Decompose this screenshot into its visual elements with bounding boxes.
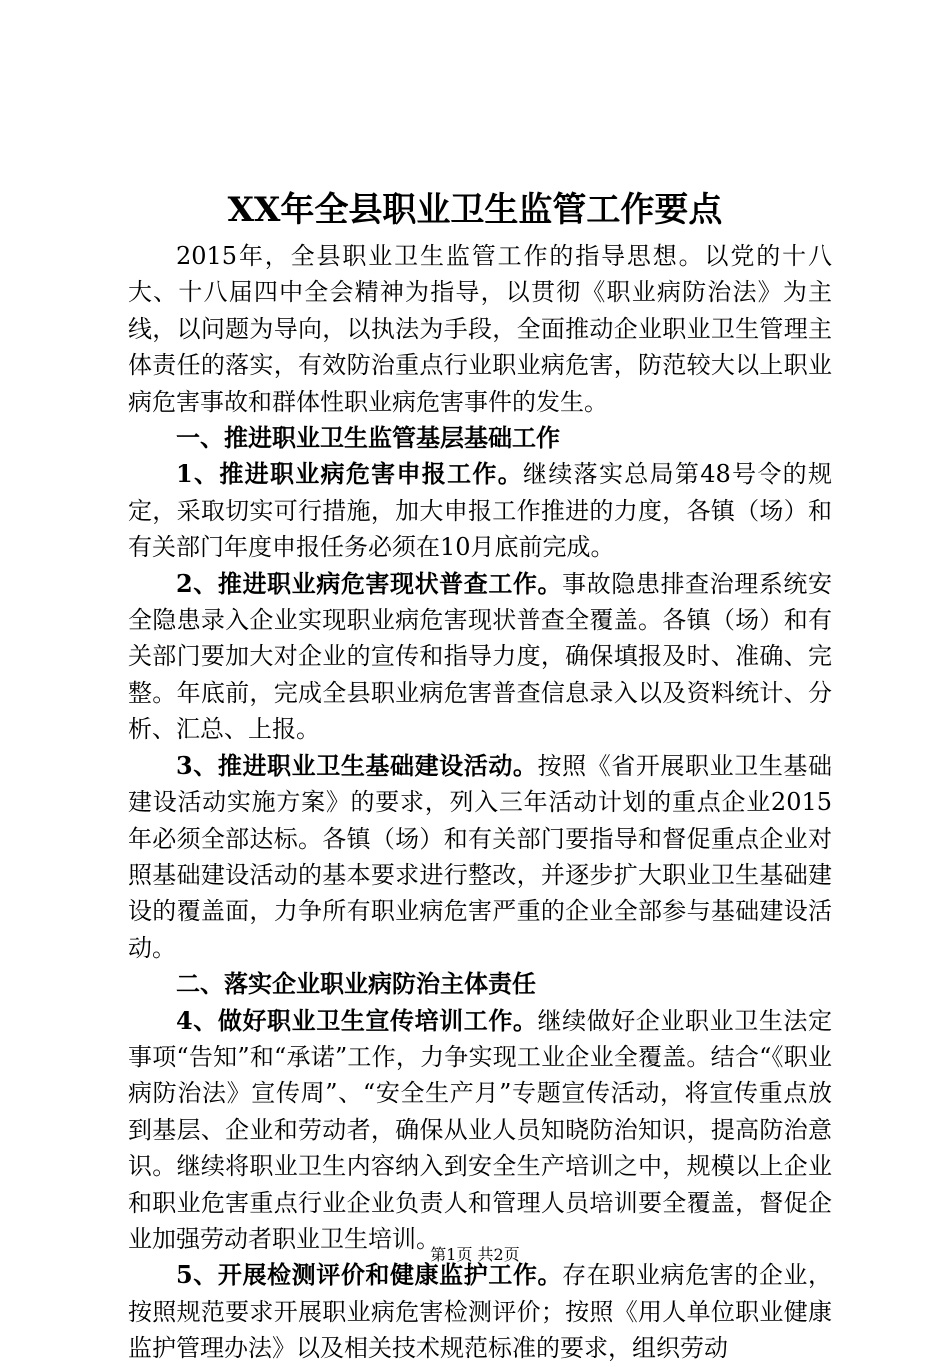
item-lead-4: 4、做好职业卫生宣传培训工作。 — [176, 1005, 538, 1035]
item-lead-2: 2、推进职业病危害现状普查工作。 — [176, 568, 563, 598]
item-text-4: 继续做好企业职业卫生法定事项“告知”和“承诺”工作，力争实现工业企业全覆盖。结合“《职业病防治法》宣传周”、“安全生产月”专题宣传活动，将宣传重点放到基层、企业和劳动者，确保从业人员知晓防治知识，提高防治意识。继续将职业卫生内容纳入到安全生产培训之中，规模以上企业和职业危害重点行业企业负责人和管理人员培训要全覆盖，督促企业加强劳动者职业卫生培训。 — [128, 1006, 833, 1253]
item-text-2: 事故隐患排查治理系统安全隐患录入企业实现职业病危害现状普查全覆盖。各镇（场）和有关部门要加大对企业的宣传和指导力度，确保填报及时、准确、完整。年底前，完成全县职业病危害普查信息录入以及资料统计、分析、汇总、上报。 — [128, 569, 833, 744]
item-paragraph-4 — [128, 1003, 832, 1258]
item-paragraph-3 — [128, 748, 832, 966]
item-paragraph-5 — [128, 1257, 832, 1366]
section-heading-2: 二、落实企业职业病防治主体责任 — [176, 969, 536, 999]
item-paragraph-1 — [128, 456, 832, 565]
item-lead-1: 1、推进职业病危害申报工作。 — [176, 459, 524, 489]
section-heading-1: 一、推进职业卫生监管基层基础工作 — [176, 423, 560, 453]
item-lead-5: 5、开展检测评价和健康监护工作。 — [176, 1260, 563, 1290]
item-text-5: 存在职业病危害的企业，按照规范要求开展职业病危害检测评价；按照《用人单位职业健康监护管理办法》以及相关技术规范标准的要求，组织劳动 — [128, 1261, 833, 1363]
item-text-1: 继续落实总局第48号令的规定，采取切实可行措施，加大申报工作推进的力度，各镇（场）和有关部门年度申报任务必须在10月底前完成。 — [128, 460, 832, 562]
item-text-3: 按照《省开展职业卫生基础建设活动实施方案》的要求，列入三年活动计划的重点企业2015年必须全部达标。各镇（场）和有关部门要指导和督促重点企业对照基础建设活动的基本要求进行整改，并逐步扩大职业卫生基础建设的覆盖面，力争所有职业病危害严重的企业全部参与基础建设活动。 — [128, 751, 833, 962]
document-body — [128, 238, 832, 1367]
document-title: XX年全县职业卫生监管工作要点 — [227, 190, 723, 230]
intro-paragraph: 2015年，全县职业卫生监管工作的指导思想。以党的十八大、十八届四中全会精神为指导，以贯彻《职业病防治法》为主线，以问题为导向，以执法为手段，全面推动企业职业卫生管理主体责任的落实，有效防治重点行业职业病危害，防范较大以上职业病危害事故和群体性职业病危害事件的发生。 — [128, 242, 832, 416]
item-paragraph-2 — [128, 566, 832, 748]
page-footer: 第1页 共2页 — [430, 1245, 520, 1264]
item-lead-3: 3、推进职业卫生基础建设活动。 — [176, 750, 538, 780]
